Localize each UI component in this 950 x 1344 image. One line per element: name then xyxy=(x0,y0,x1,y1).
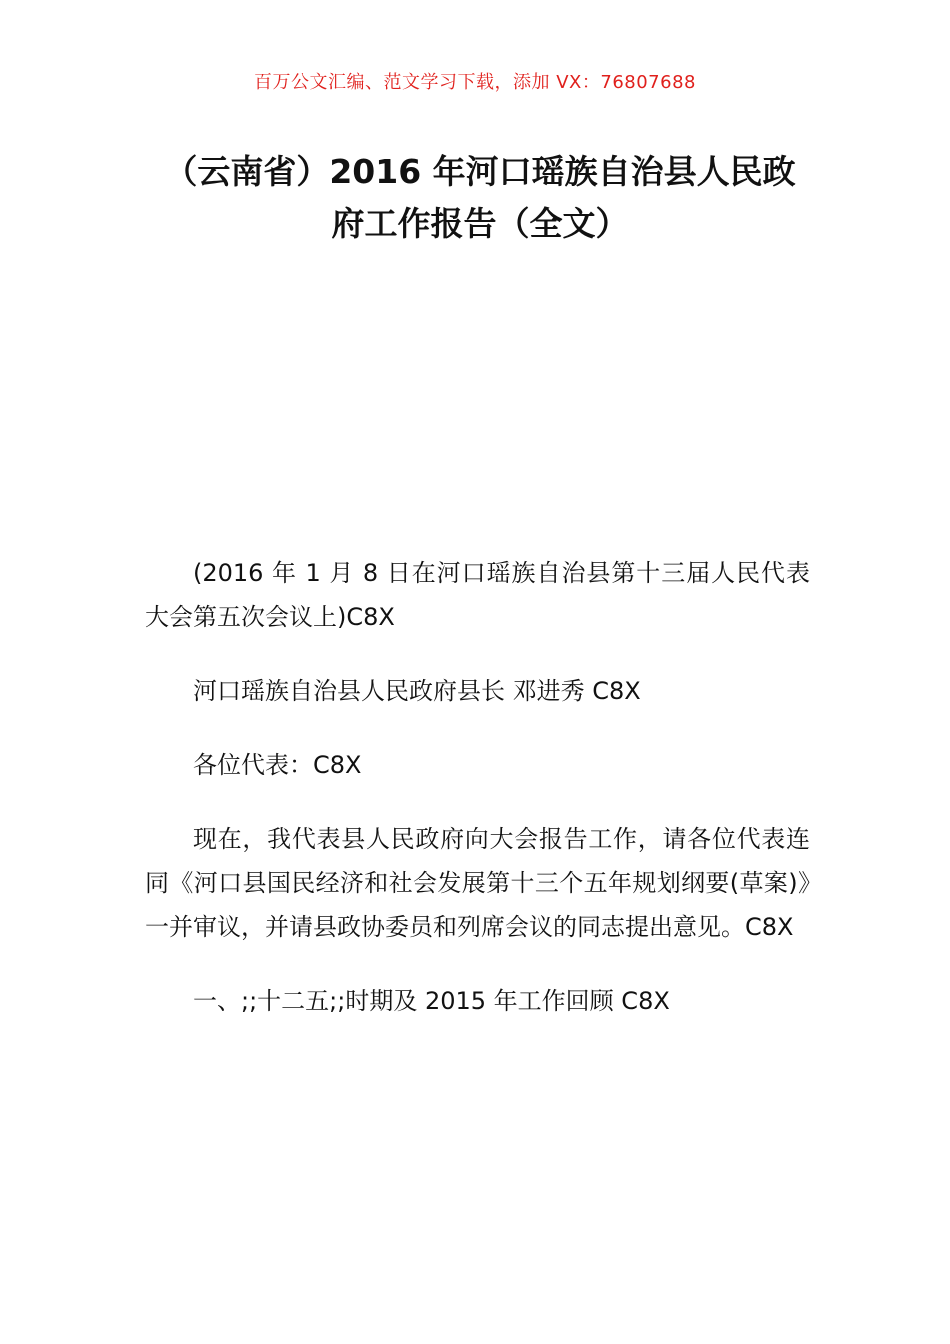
speaker-paragraph: 河口瑶族自治县人民政府县长 邓进秀 C8X xyxy=(193,677,641,705)
section-heading: 一、;;十二五;;时期及 2015 年工作回顾 C8X xyxy=(193,987,670,1015)
title-line-2: 府工作报告（全文） xyxy=(331,204,629,243)
document-body xyxy=(145,551,810,1053)
meeting-date-paragraph: (2016 年 1 月 8 日在河口瑶族自治县第十三届人民代表大会第五次会议上)C8X xyxy=(145,559,810,631)
salutation-paragraph: 各位代表：C8X xyxy=(193,751,362,779)
watermark-header: 百万公文汇编、范文学习下载，添加 VX：76807688 xyxy=(254,72,696,93)
intro-paragraph: 现在，我代表县人民政府向大会报告工作，请各位代表连同《河口县国民经济和社会发展第十三个五年规划纲要(草案)》一并审议，并请县政协委员和列席会议的同志提出意见。C8X xyxy=(145,825,810,941)
title-line-1: （云南省）2016 年河口瑶族自治县人民政 xyxy=(164,152,796,191)
document-title xyxy=(150,146,810,250)
